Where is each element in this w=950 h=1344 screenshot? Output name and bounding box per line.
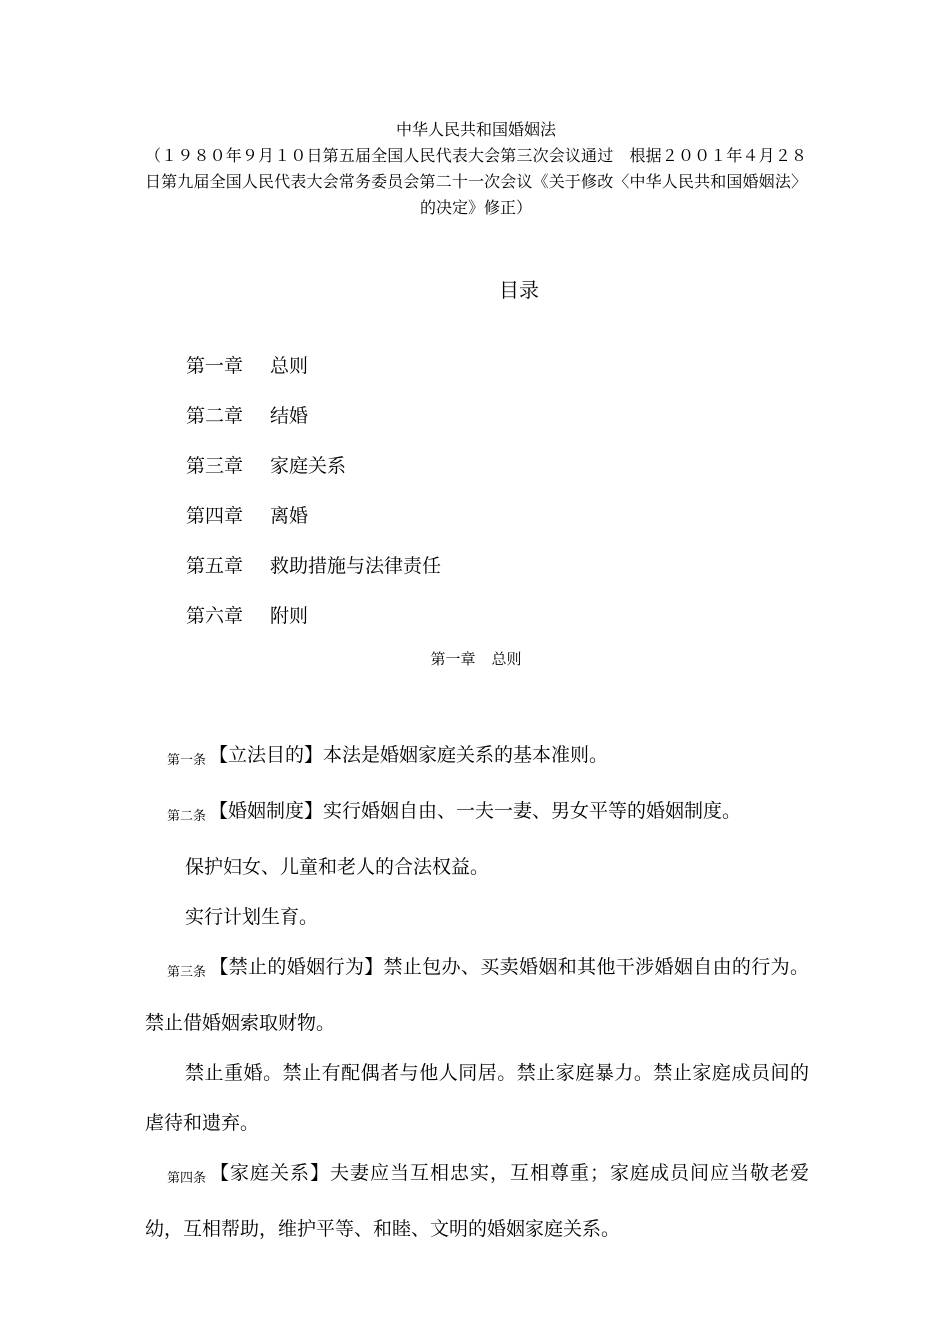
article-text: 【禁止的婚姻行为】禁止包办、买卖婚姻和其他干涉婚姻自由的行为。禁止借婚姻索取财物。 bbox=[145, 956, 809, 1034]
article-1 bbox=[145, 730, 809, 786]
table-of-contents bbox=[186, 352, 441, 652]
toc-item-1 bbox=[186, 352, 441, 402]
chapter-heading bbox=[145, 648, 807, 669]
article-2-paragraph-2: 保护妇女、儿童和老人的合法权益。 bbox=[185, 856, 490, 878]
article-2-paragraph-3: 实行计划生育。 bbox=[185, 906, 319, 928]
toc-heading: 目录 bbox=[499, 278, 539, 302]
article-4 bbox=[145, 1148, 809, 1254]
article-number: 第一条 bbox=[167, 753, 207, 768]
toc-chapter-name: 家庭关系 bbox=[270, 455, 347, 477]
article-number: 第三条 bbox=[167, 965, 207, 980]
chapter-body bbox=[145, 730, 809, 1254]
toc-chapter-name: 总则 bbox=[270, 355, 309, 377]
toc-item-3 bbox=[186, 452, 441, 502]
article-number: 第四条 bbox=[167, 1171, 207, 1186]
article-text: 【家庭关系】夫妻应当互相忠实，互相尊重；家庭成员间应当敬老爱幼，互相帮助，维护平等、和睦、文明的婚姻家庭关系。 bbox=[145, 1162, 809, 1240]
article-3 bbox=[145, 942, 809, 1048]
article-text: 【立法目的】本法是婚姻家庭关系的基本准则。 bbox=[209, 744, 609, 766]
toc-chapter-number: 第六章 bbox=[186, 605, 244, 627]
article-text: 【婚姻制度】实行婚姻自由、一夫一妻、男女平等的婚姻制度。 bbox=[209, 800, 742, 822]
toc-chapter-number: 第一章 bbox=[186, 355, 244, 377]
title-block bbox=[145, 117, 807, 221]
toc-chapter-number: 第五章 bbox=[186, 555, 244, 577]
toc-item-4 bbox=[186, 502, 441, 552]
toc-item-2 bbox=[186, 402, 441, 452]
toc-chapter-name: 救助措施与法律责任 bbox=[270, 555, 442, 577]
chapter-number: 第一章 bbox=[430, 650, 476, 668]
toc-chapter-name: 附则 bbox=[270, 605, 309, 627]
toc-chapter-number: 第四章 bbox=[186, 505, 244, 527]
article-2 bbox=[145, 786, 809, 842]
chapter-name: 总则 bbox=[491, 650, 522, 668]
article-number: 第二条 bbox=[167, 809, 207, 824]
toc-chapter-number: 第三章 bbox=[186, 455, 244, 477]
toc-chapter-name: 结婚 bbox=[270, 405, 309, 427]
toc-chapter-number: 第二章 bbox=[186, 405, 244, 427]
toc-chapter-name: 离婚 bbox=[270, 505, 309, 527]
document-subtitle: （１９８０年９月１０日第五届全国人民代表大会第三次会议通过 根据２００１年４月２８日第九届全国人民代表大会常务委员会第二十一次会议《关于修改〈中华人民共和国婚姻法〉的决定》修正） bbox=[145, 146, 807, 217]
toc-item-5 bbox=[186, 552, 441, 602]
article-3-paragraph-2: 禁止重婚。禁止有配偶者与他人同居。禁止家庭暴力。禁止家庭成员间的虐待和遗弃。 bbox=[145, 1062, 809, 1134]
document-title: 中华人民共和国婚姻法 bbox=[395, 120, 556, 139]
toc-item-6 bbox=[186, 602, 441, 652]
